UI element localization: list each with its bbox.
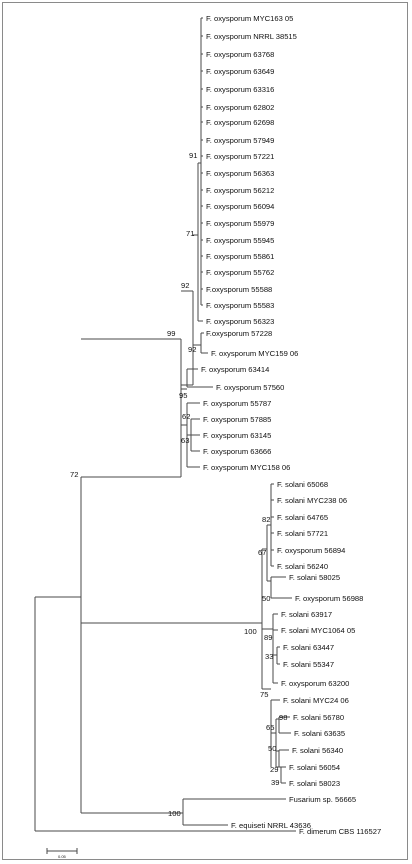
taxon-label: F. oxysporum MYC158 06 [203, 463, 291, 472]
taxon-label: F. dimerum CBS 116527 [299, 827, 382, 836]
taxon-label: F. solani 56240 [277, 562, 329, 571]
taxon-label: F. oxysporum 63666 [203, 447, 272, 456]
taxon-label: F. oxysporum 56094 [206, 202, 275, 211]
bootstrap-value: 89 [264, 633, 273, 642]
taxon-label: F. oxysporum 55787 [203, 399, 272, 408]
bootstrap-value: 62 [182, 412, 191, 421]
taxon-label: F. oxysporum 57885 [203, 415, 272, 424]
bootstrap-value: 95 [179, 391, 188, 400]
taxon-label: F. equiseti NRRL 43636 [231, 821, 311, 830]
bootstrap-value: 33 [265, 652, 274, 661]
taxon-label: F. solani MYC1064 05 [281, 626, 356, 635]
taxon-label: F. oxysporum 55861 [206, 252, 275, 261]
bootstrap-value: 50 [268, 744, 277, 753]
taxon-label: F. oxysporum 56988 [295, 594, 364, 603]
taxon-label: F.oxysporum 55588 [206, 285, 273, 294]
bootstrap-value: 65 [266, 723, 275, 732]
taxon-label: F. oxysporum 63649 [206, 67, 275, 76]
taxon-label: F. oxysporum MYC159 06 [211, 349, 299, 358]
taxon-label: F. oxysporum 62802 [206, 103, 275, 112]
bootstrap-value: 100 [168, 809, 181, 818]
bootstrap-value: 92 [181, 281, 190, 290]
taxon-label: F. solani 63447 [283, 643, 335, 652]
taxon-label: F. oxysporum 62698 [206, 118, 275, 127]
taxon-label: F. oxysporum 55762 [206, 268, 275, 277]
taxon-label: F. oxysporum 56894 [277, 546, 346, 555]
phylogenetic-tree [3, 3, 409, 861]
taxon-label: F. solani MYC238 06 [277, 496, 348, 505]
taxon-label: F. oxysporum 56212 [206, 186, 275, 195]
taxon-label: F. oxysporum 63768 [206, 50, 275, 59]
bootstrap-value: 50 [262, 594, 271, 603]
taxon-label: F. solani 65068 [277, 480, 329, 489]
bootstrap-value: 75 [260, 690, 269, 699]
taxon-label: F. oxysporum 55945 [206, 236, 275, 245]
taxon-label: F. oxysporum 63145 [203, 431, 272, 440]
taxon-label: F. solani 64765 [277, 513, 329, 522]
taxon-label: F. solani 56780 [293, 713, 345, 722]
taxon-label: F. oxysporum 57560 [216, 383, 285, 392]
bootstrap-value: 82 [262, 515, 271, 524]
taxon-label: F. oxysporum 56363 [206, 169, 275, 178]
taxon-label: F. oxysporum 55979 [206, 219, 275, 228]
taxon-label: F. solani 58025 [289, 573, 341, 582]
bootstrap-value: 91 [189, 151, 198, 160]
bootstrap-value: 39 [271, 778, 280, 787]
taxon-label: F. solani 55347 [283, 660, 335, 669]
taxon-label: F. oxysporum NRRL 38515 [206, 32, 297, 41]
bootstrap-value: 63 [181, 436, 190, 445]
taxon-label: F. oxysporum 63316 [206, 85, 275, 94]
taxon-label: F. solani 63917 [281, 610, 333, 619]
taxon-label: F. solani 56054 [289, 763, 341, 772]
scale-bar [47, 848, 77, 859]
taxon-label: F.oxysporum 57228 [206, 329, 273, 338]
bootstrap-value: 100 [244, 627, 257, 636]
bootstrap-value: 72 [70, 470, 79, 479]
bootstrap-value: 98 [279, 713, 288, 722]
bootstrap-value: 99 [167, 329, 176, 338]
bootstrap-value: 71 [186, 229, 195, 238]
taxon-label: F. oxysporum 55583 [206, 301, 275, 310]
taxon-label: F. solani MYC24 06 [283, 696, 349, 705]
taxon-label: F. solani 58023 [289, 779, 341, 788]
taxon-label: F. oxysporum 56323 [206, 317, 275, 326]
bootstrap-value: 92 [188, 345, 197, 354]
bootstrap-value: 67 [258, 548, 267, 557]
bootstrap-value: 29 [270, 765, 279, 774]
taxon-label: F. oxysporum 57221 [206, 152, 275, 161]
scale-bar-label: 0.05 [58, 854, 66, 859]
taxon-label: F. oxysporum 63414 [201, 365, 270, 374]
taxon-label: F. oxysporum 57949 [206, 136, 275, 145]
figure-frame [2, 2, 408, 860]
taxon-label: F. solani 63635 [294, 729, 346, 738]
taxon-label: Fusarium sp. 56665 [289, 795, 357, 804]
taxon-label: F. oxysporum MYC163 05 [206, 14, 294, 23]
taxon-labels [201, 14, 381, 836]
taxon-label: F. solani 57721 [277, 529, 329, 538]
taxon-label: F. solani 56340 [292, 746, 344, 755]
taxon-label: F. oxysporum 63200 [281, 679, 350, 688]
